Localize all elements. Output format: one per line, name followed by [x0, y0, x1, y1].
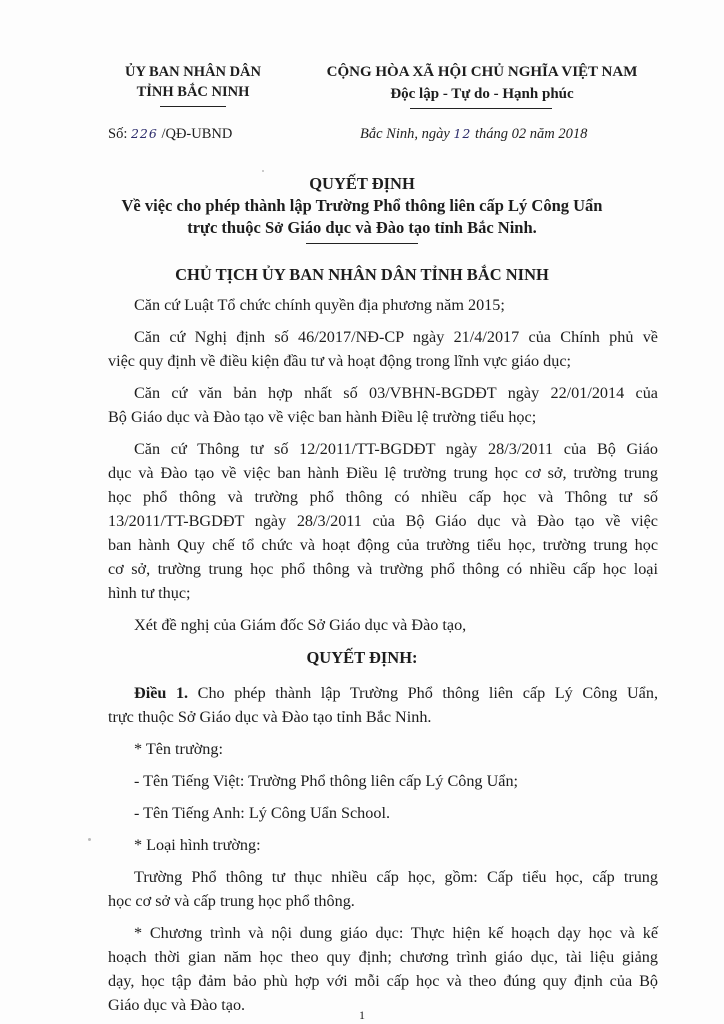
- scan-speck: [88, 838, 91, 841]
- article-1-label: Điều 1.: [134, 684, 189, 702]
- org-name-line1: ỦY BAN NHÂN DÂN: [124, 64, 261, 80]
- title-underline: [306, 243, 418, 244]
- article-1-line1: [134, 684, 658, 703]
- basis-decree-line2: việc quy định về điều kiện đầu tư và hoạt động trong lĩnh vực giáo dục;: [108, 352, 572, 370]
- curriculum-line2: hoạch thời gian năm học theo quy định; chương trình giáo dục, tài liệu giảng: [108, 948, 658, 966]
- date-prefix: Bắc Ninh, ngày: [360, 126, 450, 142]
- curriculum-line1: * Chương trình và nội dung giáo dục: Thực hiện kế hoạch dạy học và kế: [134, 924, 658, 942]
- motto-underline: [410, 108, 552, 109]
- basis-consolidated-line1: Căn cứ văn bản hợp nhất số 03/VBHN-BGDĐT ngày 22/01/2014 của: [134, 384, 658, 402]
- basis-circular-line2: dục và Đào tạo về việc ban hành Điều lệ trường trung học cơ sở, trường trung: [108, 464, 658, 482]
- basis-circular-line1: Căn cứ Thông tư số 12/2011/TT-BGDĐT ngày 28/3/2011 của Bộ Giáo: [134, 440, 658, 458]
- decision-heading: QUYẾT ĐỊNH:: [306, 648, 418, 667]
- article-1-text: Cho phép thành lập Trường Phổ thông liên cấp Lý Công Uẩn,: [188, 684, 658, 702]
- date-suffix: tháng 02 năm 2018: [474, 126, 588, 142]
- basis-circular-line5: ban hành Quy chế tổ chức và hoạt động của trường tiểu học, trường trung học: [108, 536, 658, 554]
- document-subtitle-line2: trực thuộc Sở Giáo dục và Đào tạo tỉnh Bắc Ninh.: [187, 218, 537, 237]
- basis-circular-line4: 13/2011/TT-BGDĐT ngày 28/3/2011 của Bộ Giáo dục và Đào tạo về việc: [108, 512, 658, 530]
- basis-law: Căn cứ Luật Tổ chức chính quyền địa phương năm 2015;: [134, 296, 505, 314]
- org-underline: [160, 106, 226, 107]
- basis-circular-line3: học phổ thông và trường phổ thông có nhiều cấp học và Thông tư số: [108, 488, 658, 506]
- basis-consolidated-line2: Bộ Giáo dục và Đào tạo về việc ban hành Điều lệ trường tiểu học;: [108, 408, 537, 426]
- school-type-line2: học cơ sở và cấp trung học phổ thông.: [108, 892, 355, 910]
- school-name-label: * Tên trường:: [134, 740, 223, 758]
- page-number: 1: [359, 1008, 365, 1022]
- article-1-line2: trực thuộc Sở Giáo dục và Đào tạo tỉnh Bắc Ninh.: [108, 708, 432, 726]
- scan-speck: [262, 170, 264, 172]
- curriculum-line3: dạy, học tập đảm bảo phù hợp với mỗi cấp học và theo đúng quy định của Bộ: [108, 972, 658, 990]
- number-prefix: Số:: [108, 126, 128, 142]
- date-day-handwritten: 12: [453, 126, 472, 141]
- basis-decree-line1: Căn cứ Nghị định số 46/2017/NĐ-CP ngày 21/4/2017 của Chính phủ về: [134, 328, 658, 346]
- school-name-english: - Tên Tiếng Anh: Lý Công Uẩn School.: [134, 804, 391, 822]
- curriculum-line4: Giáo dục và Đào tạo.: [108, 996, 246, 1014]
- org-name-line2: TỈNH BẮC NINH: [136, 84, 250, 100]
- national-motto-line1: CỘNG HÒA XÃ HỘI CHỦ NGHĨA VIỆT NAM: [326, 64, 638, 80]
- school-name-vietnamese: - Tên Tiếng Việt: Trường Phổ thông liên cấp Lý Công Uẩn;: [134, 772, 519, 790]
- basis-circular-line6: cơ sở, trường trung học phổ thông và trường phổ thông có nhiều cấp học loại: [108, 560, 658, 578]
- number-suffix: /QĐ-UBND: [161, 126, 233, 142]
- proposal-line: Xét đề nghị của Giám đốc Sở Giáo dục và Đào tạo,: [134, 616, 467, 634]
- document-number: [108, 126, 232, 143]
- document-title: QUYẾT ĐỊNH: [309, 174, 415, 193]
- school-type-label: * Loại hình trường:: [134, 836, 261, 854]
- document-date: [360, 126, 587, 143]
- document-subtitle-line1: Về việc cho phép thành lập Trường Phổ thông liên cấp Lý Công Uẩn: [121, 196, 603, 215]
- basis-circular-line7: hình tư thục;: [108, 584, 191, 602]
- school-type-line1: Trường Phổ thông tư thục nhiều cấp học, gồm: Cấp tiểu học, cấp trung: [134, 868, 658, 886]
- issuing-authority: CHỦ TỊCH ỦY BAN NHÂN DÂN TỈNH BẮC NINH: [175, 265, 549, 284]
- national-motto-line2: Độc lập - Tự do - Hạnh phúc: [390, 86, 574, 102]
- number-handwritten: 226: [130, 126, 158, 141]
